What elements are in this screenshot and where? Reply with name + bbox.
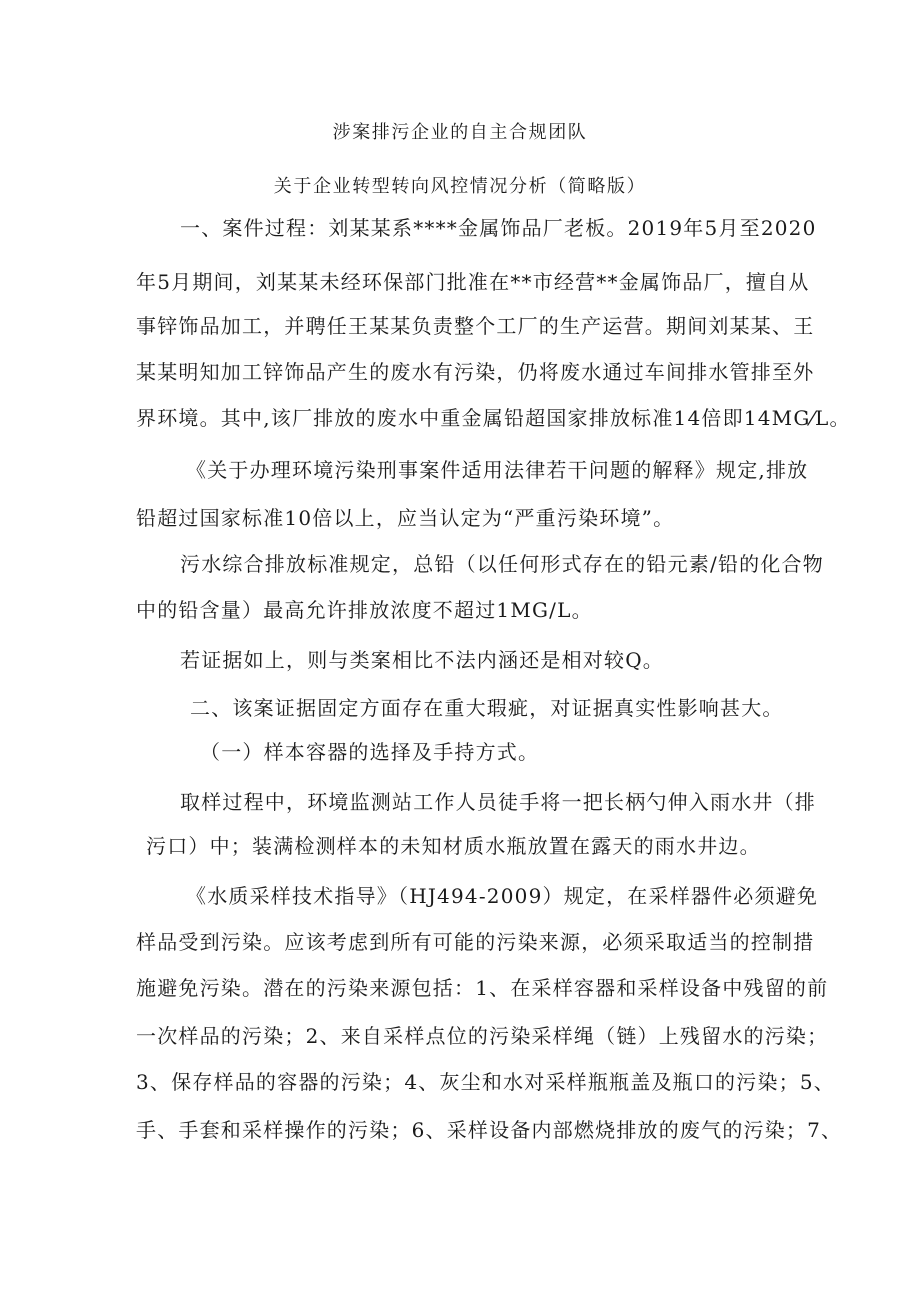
section-heading: 二、该案证据固定方面存在重大瑕疵，对证据真实性影响甚大。 [190, 696, 784, 720]
paragraph-line: 铅超过国家标准10倍以上，应当认定为“严重污染环境”。 [136, 506, 675, 530]
paragraph-line: 一、案件过程：刘某某系****金属饰品厂老板。2019年5月至2020 [180, 216, 817, 240]
paragraph-line: 某某明知加工锌饰品产生的废水有污染，仍将废水通过车间排水管排至外 [136, 360, 815, 384]
paragraph-line: 事锌饰品加工，并聘任王某某负责整个工厂的生产运营。期间刘某某、王 [136, 314, 815, 338]
paragraph-line: 若证据如上，则与类案相比不法内涵还是相对较Q。 [180, 648, 664, 672]
paragraph-line: 一次样品的污染；2、来自采样点位的污染采样绳（链）上残留水的污染； [136, 1024, 829, 1048]
document-subtitle: 关于企业转型转向风控情况分析（简略版） [273, 176, 647, 197]
paragraph-line: 《水质采样技术指导》（HJ494-2009）规定，在采样器件必须避免 [186, 884, 819, 908]
paragraph-line: 3、保存样品的容器的污染；4、灰尘和水对采样瓶瓶盖及瓶口的污染；5、 [136, 1070, 835, 1094]
paragraph-line: 污口）中；装满检测样本的未知材质水瓶放置在露天的雨水井边。 [146, 834, 761, 858]
document-title: 涉案排污企业的自主合规团队 [332, 122, 588, 143]
paragraph-line: 污水综合排放标准规定，总铅（以任何形式存在的铅元素/铅的化合物 [180, 552, 824, 576]
paragraph-line: 界环境。其中,该厂排放的废水中重金属铅超国家排放标准14倍即14MG⁄L。 [136, 406, 851, 430]
paragraph-line: 取样过程中，环境监测站工作人员徒手将一把长柄勺伸入雨水井（排 [180, 790, 816, 814]
paragraph-line: 施避免污染。潜在的污染来源包括：1、在采样容器和采样设备中残留的前 [136, 976, 829, 1000]
paragraph-line: 年5月期间，刘某某未经环保部门批准在**市经营**金属饰品厂，擅自从 [136, 270, 810, 294]
paragraph-line: 样品受到污染。应该考虑到所有可能的污染来源，必须采取适当的控制措 [136, 930, 815, 954]
paragraph-line: 《关于办理环境污染刑事案件适用法律若干问题的解释》规定,排放 [186, 458, 809, 482]
paragraph-line: 中的铅含量）最高允许排放浓度不超过1MG/L。 [136, 598, 593, 622]
paragraph-line: 手、手套和采样操作的污染；6、采样设备内部燃烧排放的废气的污染；7、 [136, 1118, 843, 1142]
subsection-heading: （一）样本容器的选择及手持方式。 [200, 740, 540, 764]
